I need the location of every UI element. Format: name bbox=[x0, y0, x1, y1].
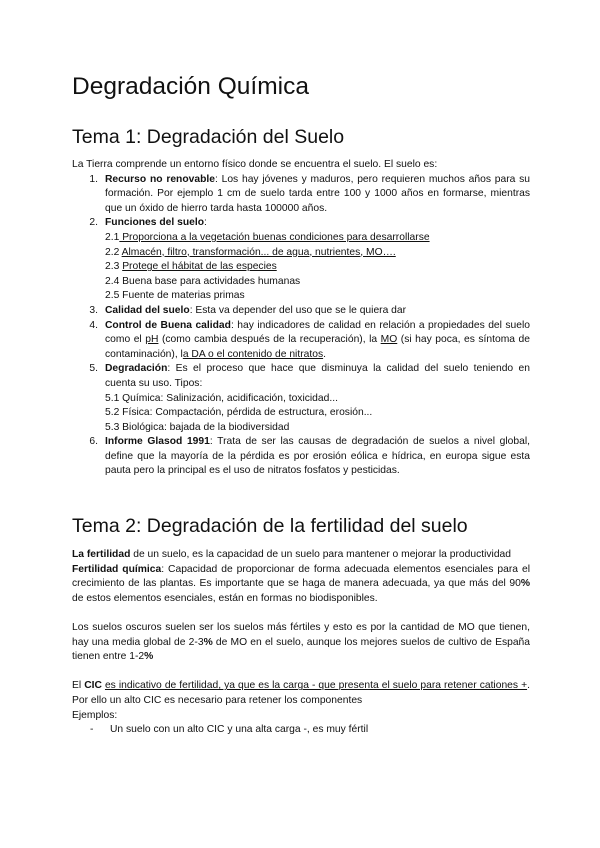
section-heading-tema-1: Tema 1: Degradación del Suelo bbox=[72, 126, 345, 148]
sub-item: 5.2 Física: Compactación, pérdida de estructura, erosión... bbox=[105, 407, 373, 419]
list-item: 4. Control de Buena calidad: hay indicadores de calidad en relación a propiedades del suelo como el pH (como cambia después de la recuperación), la MO (si hay poca, es síntoma de contaminación), la DA o el contenido de nitratos. bbox=[89, 319, 531, 360]
paragraph-cic: El CIC es indicativo de fertilidad, ya que es la carga - que presenta el suelo para retener cationes +. Por ello un alto CIC es necesario para retener los componentes bbox=[72, 680, 530, 706]
list-item: 5. Degradación: Es el proceso que hace que disminuya la calidad del suelo teniendo en cuenta su uso. Tipos: 5.1 Química: Salinización, acidificación, toxicidad... 5.2 Física: Compactación, pérdida de estructura, erosión... 5.3 Biológica: bajada de la biodiversidad bbox=[72, 362, 530, 435]
tema1-list bbox=[72, 173, 530, 479]
list-item: - Un suelo con un alto CIC y una alta carga -, es muy fértil bbox=[90, 724, 369, 736]
sub-item: 5.3 Biológica: bajada de la biodiversidad bbox=[105, 421, 290, 433]
ejemplos-label: Ejemplos: bbox=[72, 709, 118, 721]
list-item: 6. Informe Glasod 1991: Trata de ser las causas de degradación de suelos a nivel global, define que la mayoría de la pérdida es por erosión eólica e hídrica, en europa sigue esta pauta pero la principal es el uso de nitratos fosfatos y pesticidas. bbox=[89, 436, 531, 477]
sub-item: 2.1 Proporciona a la vegetación buenas condiciones para desarrollarse bbox=[105, 231, 430, 243]
list-item: 3. Calidad del suelo: Esta va depender del uso que se le quiera dar bbox=[89, 304, 407, 316]
sub-item: 2.4 Buena base para actividades humanas bbox=[105, 275, 301, 287]
paragraph-suelos-oscuros: Los suelos oscuros suelen ser los suelos más fértiles y esto es por la cantidad de MO que tienen, hay una media global de 2-3% de MO en el suelo, aunque los mejores suelos de cultivo de España tienen entre 1-2% bbox=[72, 621, 530, 663]
tema1-body bbox=[72, 158, 530, 479]
list-item: 1. Recurso no renovable: Los hay jóvenes y maduros, pero requieren muchos años para su formación. Por ejemplo 1 cm de suelo tarda entre 100 y 1000 años en formarse, mientras que un óxido de hierro tarda hasta 100000 años. bbox=[89, 173, 530, 214]
sub-item: 2.3 Protege el hábitat de las especies bbox=[105, 261, 277, 273]
section-heading-tema-2: Tema 2: Degradación de la fertilidad del suelo bbox=[72, 515, 468, 537]
list-item: 2. Funciones del suelo: 2.1 Proporciona a la vegetación buenas condiciones para desarrollarse 2.2 Almacén, filtro, transformación... de agua, nutrientes, MO…. 2.3 Protege el hábitat de las especies 2.4 Buena base para actividades humanas 2.5 Fuente de materias primas bbox=[72, 216, 530, 304]
tema1-intro: La Tierra comprende un entorno físico donde se encuentra el suelo. El suelo es: bbox=[72, 159, 438, 170]
sub-item: 2.2 Almacén, filtro, transformación... de agua, nutrientes, MO…. bbox=[105, 246, 396, 258]
paragraph-fertilidad-quimica: Fertilidad química: Capacidad de proporcionar de forma adecuada elementos esenciales para el crecimiento de las plantas. Es importante que se haga de manera adecuada, ya que más del 90% de estos elementos esenciales, están en formas no biodisponibles. bbox=[72, 563, 530, 604]
tema2-body bbox=[72, 548, 530, 738]
paragraph-fertilidad: La fertilidad de un suelo, es la capacidad de un suelo para mantener o mejorar la productividad bbox=[72, 549, 512, 560]
sub-item: 5.1 Química: Salinización, acidificación, toxicidad... bbox=[105, 392, 338, 404]
sub-item: 2.5 Fuente de materias primas bbox=[105, 290, 245, 302]
page-title: Degradación Química bbox=[72, 73, 309, 100]
